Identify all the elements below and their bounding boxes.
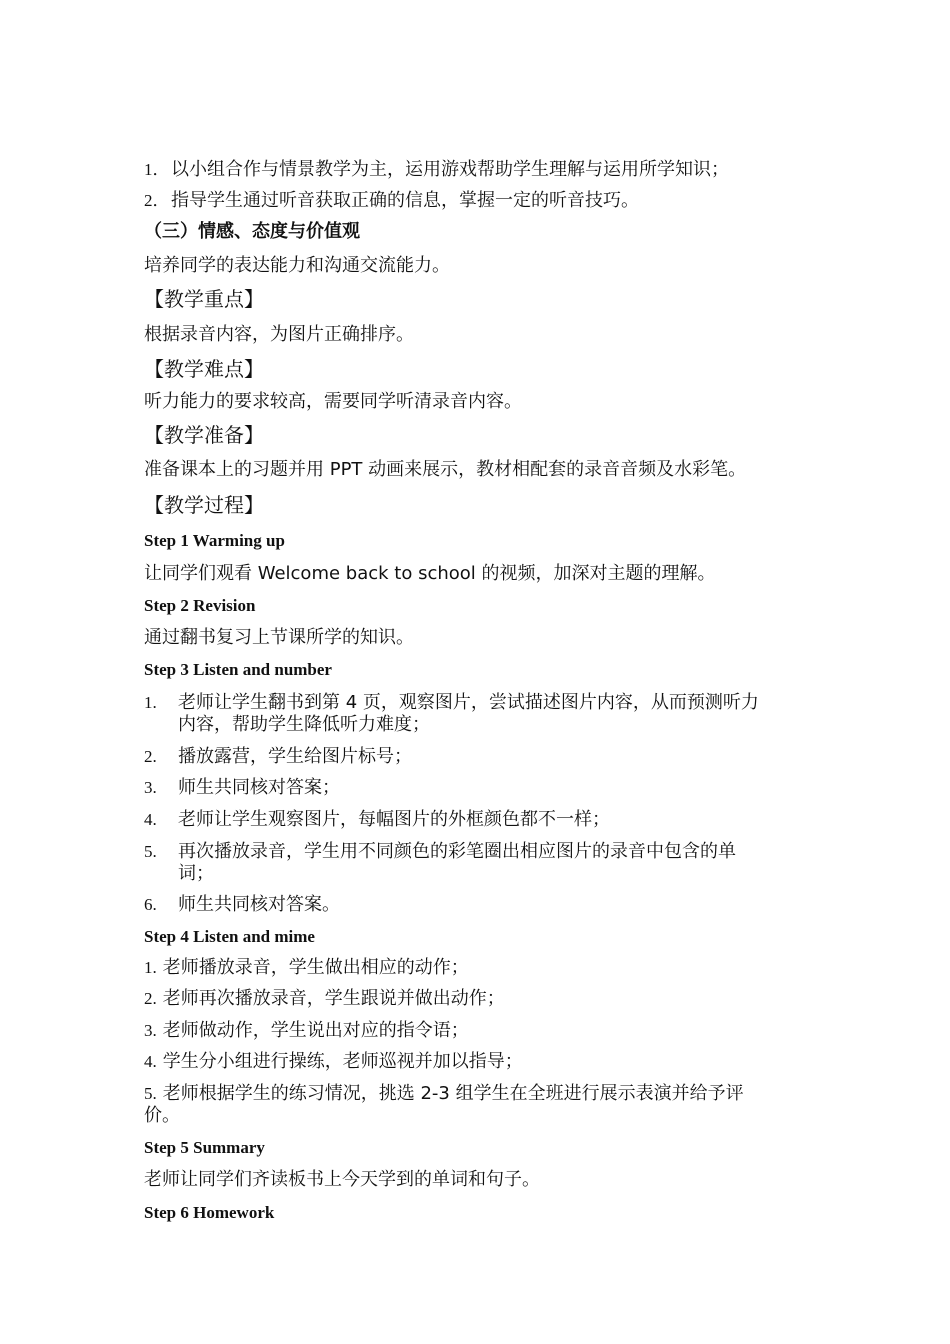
difficulties-text: 听力能力的要求较高，需要同学听清录音内容。	[144, 391, 522, 412]
key-points-text: 根据录音内容，为图片正确排序。	[144, 324, 414, 345]
step3-item-5	[144, 841, 736, 885]
list-text: 老师根据学生的练习情况，挑选 2-3 组学生在全班进行展示表演并给予评	[162, 1083, 744, 1104]
step4-item-4	[144, 1051, 523, 1073]
list-text: 再次播放录音，学生用不同颜色的彩笔圈出相应图片的录音中包含的单	[178, 841, 736, 862]
step3-item-1	[144, 692, 759, 736]
step4-title: Step 4 Listen and mime	[144, 927, 315, 946]
step3-item-6	[144, 894, 340, 916]
list-text: 师生共同核对答案；	[178, 777, 340, 798]
step2-title: Step 2 Revision	[144, 596, 256, 615]
list-number: 2．	[144, 191, 170, 210]
step5-text: 老师让同学们齐读板书上今天学到的单词和句子。	[144, 1169, 540, 1190]
step3-item-2	[144, 746, 412, 768]
list-number: 1.	[144, 693, 157, 712]
list-text: 老师再次播放录音，学生跟说并做出动作；	[162, 988, 505, 1009]
step4-item-1	[144, 957, 469, 979]
step3-item-4	[144, 809, 610, 831]
objective-item-2	[144, 190, 639, 212]
list-number: 4.	[144, 1052, 157, 1071]
document-page	[144, 0, 814, 1344]
list-number: 5.	[144, 1084, 157, 1103]
step3-title: Step 3 Listen and number	[144, 660, 332, 679]
step1-text: 让同学们观看 Welcome back to school 的视频，加深对主题的理解。	[144, 563, 716, 584]
step6-title: Step 6 Homework	[144, 1203, 275, 1222]
list-text: 师生共同核对答案。	[178, 894, 340, 915]
step4-item-5	[144, 1083, 744, 1127]
step4-item-2	[144, 988, 505, 1010]
list-number: 6.	[144, 895, 157, 914]
list-text: 以小组合作与情景教学为主，运用游戏帮助学生理解与运用所学知识；	[171, 159, 729, 180]
difficulties-heading: 【教学难点】	[144, 357, 264, 381]
list-number: 1．	[144, 160, 170, 179]
list-text: 老师播放录音，学生做出相应的动作；	[162, 957, 469, 978]
objective-item-1	[144, 159, 729, 181]
list-text-continued: 词；	[178, 863, 214, 884]
key-points-heading: 【教学重点】	[144, 287, 264, 311]
list-text: 老师做动作，学生说出对应的指令语；	[162, 1020, 469, 1041]
list-number: 3.	[144, 778, 157, 797]
list-number: 3.	[144, 1021, 157, 1040]
list-text: 播放露营，学生给图片标号；	[178, 746, 412, 767]
list-number: 2.	[144, 989, 157, 1008]
step4-item-3	[144, 1020, 469, 1042]
list-number: 2.	[144, 747, 157, 766]
emotion-text: 培养同学的表达能力和沟通交流能力。	[144, 255, 450, 276]
emotion-heading: （三）情感、态度与价值观	[144, 221, 360, 242]
list-number: 4.	[144, 810, 157, 829]
list-text-continued: 价。	[144, 1105, 180, 1126]
list-text: 老师让学生翻书到第 4 页，观察图片，尝试描述图片内容，从而预测听力	[178, 692, 759, 713]
list-number: 5.	[144, 842, 157, 861]
list-number: 1.	[144, 958, 157, 977]
preparation-text: 准备课本上的习题并用 PPT 动画来展示，教材相配套的录音音频及水彩笔。	[144, 459, 747, 480]
list-text: 指导学生通过听音获取正确的信息，掌握一定的听音技巧。	[171, 190, 639, 211]
preparation-heading: 【教学准备】	[144, 423, 264, 447]
step2-text: 通过翻书复习上节课所学的知识。	[144, 627, 414, 648]
list-text: 学生分小组进行操练，老师巡视并加以指导；	[162, 1051, 523, 1072]
step5-title: Step 5 Summary	[144, 1138, 265, 1157]
process-heading: 【教学过程】	[144, 493, 264, 517]
list-text-continued: 内容，帮助学生降低听力难度；	[178, 714, 430, 735]
step1-title: Step 1 Warming up	[144, 531, 285, 550]
step3-item-3	[144, 777, 340, 799]
list-text: 老师让学生观察图片，每幅图片的外框颜色都不一样；	[178, 809, 610, 830]
